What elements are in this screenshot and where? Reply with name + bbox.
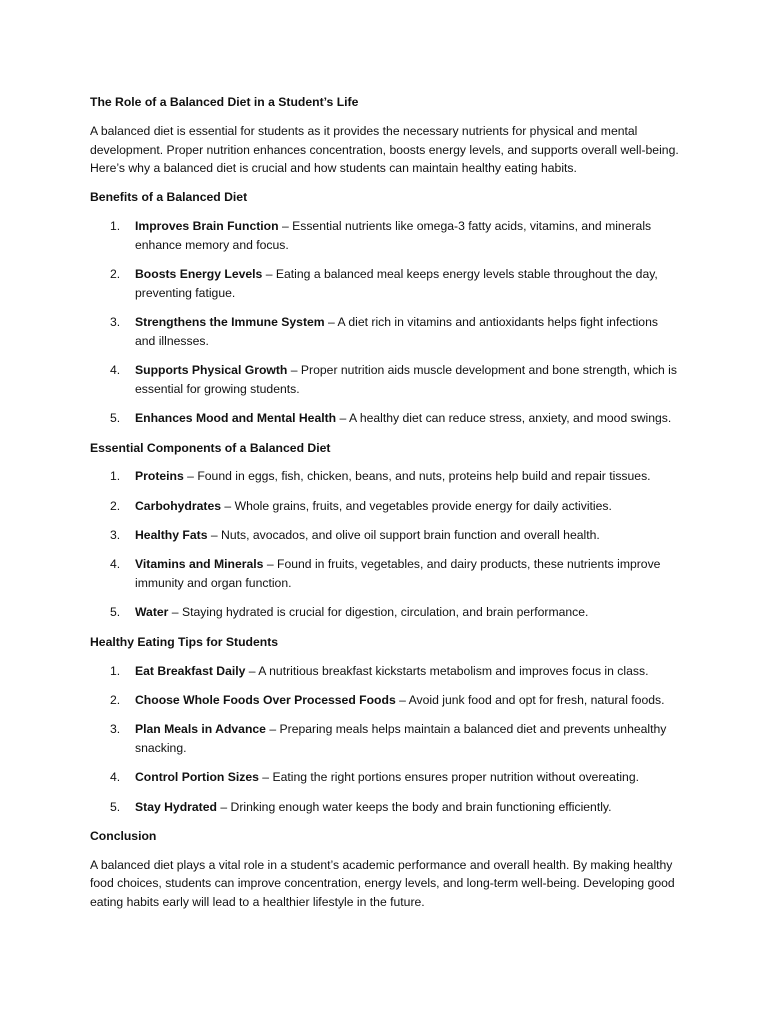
list-number: 2. xyxy=(110,267,121,282)
item-term: Eat Breakfast Daily xyxy=(135,663,246,678)
list-item xyxy=(90,526,680,545)
list-number: 3. xyxy=(110,315,121,330)
list-number: 4. xyxy=(110,770,121,785)
item-text: – Nuts, avocados, and olive oil support brain function and overall health. xyxy=(207,528,600,543)
list-item xyxy=(90,217,680,255)
section-tips xyxy=(90,633,680,817)
section-heading: Benefits of a Balanced Diet xyxy=(90,190,248,205)
item-term: Healthy Fats xyxy=(135,528,208,543)
item-text: – Found in eggs, fish, chicken, beans, and nuts, proteins help build and repair tissues. xyxy=(183,469,651,484)
item-term: Enhances Mood and Mental Health xyxy=(135,411,337,426)
section-components xyxy=(90,439,680,623)
item-text: – Found in fruits, vegetables, and dairy products, these nutrients improve immunity and organ function. xyxy=(135,557,661,591)
conclusion-paragraph: A balanced diet plays a vital role in a student’s academic performance and overall health. By making healthy food choices, students can improve concentration, energy levels, and long-term well-being. Developing good eating habits early will lead to a healthier lifestyle in the future. xyxy=(90,857,675,910)
item-text: – Preparing meals helps maintain a balanced diet and prevents unhealthy snacking. xyxy=(135,722,667,755)
document-title: The Role of a Balanced Diet in a Student’s Life xyxy=(90,95,359,109)
item-text: – Essential nutrients like omega-3 fatty acids, vitamins, and minerals enhance memory and focus. xyxy=(135,218,652,252)
list-number: 3. xyxy=(110,722,121,737)
item-term: Plan Meals in Advance xyxy=(135,722,266,737)
list-item xyxy=(90,361,680,399)
item-term: Proteins xyxy=(135,469,184,484)
list-item xyxy=(90,555,680,593)
list-number: 4. xyxy=(110,557,121,572)
item-text: – A healthy diet can reduce stress, anxiety, and mood swings. xyxy=(336,411,672,426)
list-number: 5. xyxy=(110,605,121,620)
list-item xyxy=(90,409,680,428)
list-number: 2. xyxy=(110,692,121,707)
list-number: 5. xyxy=(110,799,121,814)
benefits-list xyxy=(90,217,680,428)
item-term: Control Portion Sizes xyxy=(135,770,259,785)
item-text: – Drinking enough water keeps the body and brain functioning efficiently. xyxy=(216,799,612,814)
list-number: 1. xyxy=(110,663,121,678)
item-term: Water xyxy=(135,605,169,620)
intro-paragraph: A balanced diet is essential for students as it provides the necessary nutrients for physical and mental development. Proper nutrition enhances concentration, boosts energy levels, and supports overall well-being. Here’s why a balanced diet is crucial and how students can maintain healthy eating habits. xyxy=(90,123,679,176)
section-conclusion xyxy=(90,827,680,912)
item-text: – Eating the right portions ensures proper nutrition without overeating. xyxy=(258,770,639,785)
list-number: 1. xyxy=(110,469,121,484)
item-text: – A diet rich in vitamins and antioxidants helps fight infections and illnesses. xyxy=(135,315,658,348)
item-term: Stay Hydrated xyxy=(135,799,217,814)
section-benefits xyxy=(90,188,680,428)
list-item xyxy=(90,798,680,817)
item-term: Strengthens the Immune System xyxy=(135,315,325,330)
list-item xyxy=(90,691,680,710)
item-text: – Proper nutrition aids muscle development and bone strength, which is essential for growing students. xyxy=(135,363,677,397)
item-term: Boosts Energy Levels xyxy=(135,267,263,282)
list-number: 4. xyxy=(110,363,121,378)
tips-list xyxy=(90,662,680,817)
item-term: Carbohydrates xyxy=(135,498,222,513)
list-number: 5. xyxy=(110,411,121,426)
list-number: 3. xyxy=(110,528,121,543)
list-number: 2. xyxy=(110,498,121,513)
item-term: Supports Physical Growth xyxy=(135,363,288,378)
components-list xyxy=(90,467,680,622)
list-item xyxy=(90,467,680,486)
section-heading: Essential Components of a Balanced Diet xyxy=(90,440,331,455)
item-term: Choose Whole Foods Over Processed Foods xyxy=(135,692,396,707)
list-item xyxy=(90,768,680,787)
list-item xyxy=(90,720,680,758)
list-item xyxy=(90,603,680,622)
item-text: – Staying hydrated is crucial for digestion, circulation, and brain performance. xyxy=(168,605,589,620)
list-number: 1. xyxy=(110,218,121,233)
item-text: – A nutritious breakfast kickstarts metabolism and improves focus in class. xyxy=(245,663,649,678)
item-text: – Avoid junk food and opt for fresh, natural foods. xyxy=(395,692,665,707)
list-item xyxy=(90,313,680,351)
section-heading: Healthy Eating Tips for Students xyxy=(90,634,279,649)
list-item xyxy=(90,662,680,681)
item-term: Vitamins and Minerals xyxy=(135,557,264,572)
section-heading: Conclusion xyxy=(90,828,157,843)
item-text: – Whole grains, fruits, and vegetables provide energy for daily activities. xyxy=(221,498,612,513)
item-text: – Eating a balanced meal keeps energy levels stable throughout the day, preventing fatigue. xyxy=(135,267,658,300)
list-item xyxy=(90,265,680,303)
list-item xyxy=(90,497,680,516)
item-term: Improves Brain Function xyxy=(135,218,279,233)
